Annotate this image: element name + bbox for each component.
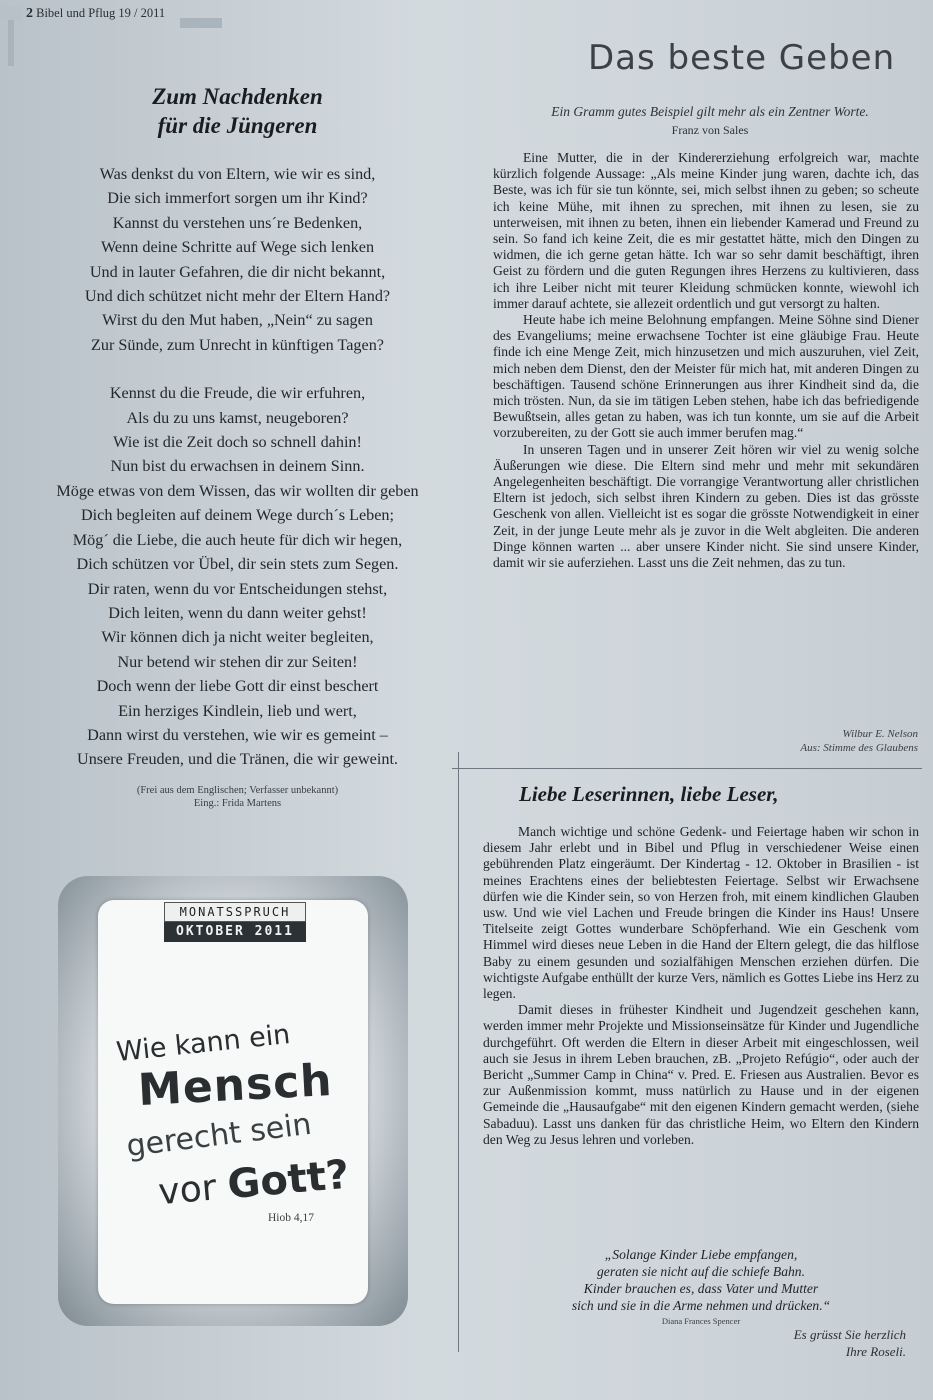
poem-line: Was denkst du von Eltern, wie wir es sind, — [99, 165, 376, 183]
article-signature: Wilbur E. Nelson — [842, 728, 918, 740]
poem-line: Zur Sünde, zum Unrecht in künftigen Tagen? — [90, 335, 384, 354]
monatsspruch-label: MONATSSPRUCH — [164, 902, 306, 922]
header-tab — [0, 6, 22, 20]
poem-line: Unsere Freuden, und die Tränen, die wir geweint. — [77, 750, 398, 769]
poem-stanza-1 — [0, 162, 475, 357]
poem-line: Ein herziges Kindlein, lieb und wert, — [118, 701, 357, 720]
section-divider-horizontal — [452, 768, 922, 769]
poem-body — [0, 162, 475, 796]
column-divider-vertical — [458, 752, 459, 1352]
poem-stanza-2 — [0, 381, 475, 772]
letter-paragraph: Damit dieses in frühester Kindheit und Jugendzeit geschehen kann, werden immer mehr Projekte und Missionseinsätze für Kinder und Jugendliche durchgeführt. Oft werden die Eltern in dieser Arbeit mit eingeschlossen, weil auch sie Jesus in ihrem Leben brauchen, zB. „Projeto Refúgio“, oder auch der Bericht „Summer Camp in China“ v. Pred. E. Friesen aus Australien. Bevor es zur Außenmission kommt, muss natürlich zu Hause und in der eigenen Gemeinde die „Hausaufgabe“ mit den eigenen Kindern gemacht werden, (siehe Sabaduu). Lasst uns danken für das christliche Heim, wo Eltern den Kindern den Weg zu Jesus lehren und vorleben. — [483, 1002, 919, 1147]
verse-line-2: Mensch — [136, 1054, 334, 1117]
poem-line: Dich begleiten auf deinem Wege durch´s Leben; — [80, 506, 395, 525]
letter-greeting — [700, 1326, 906, 1360]
poem-line: Dich leiten, wenn du dann weiter gehst! — [108, 603, 367, 622]
poem-note-line: (Frei aus dem Englischen; Verfasser unbekannt) — [136, 785, 339, 796]
letter-quote-line: geraten sie nicht auf die schiefe Bahn. — [596, 1264, 805, 1279]
poem-line: Und dich schützet nicht mehr der Eltern Hand? — [84, 287, 391, 306]
poem-title-line: Zum Nachdenken — [152, 84, 323, 109]
article-paragraph: In unseren Tagen und in unserer Zeit hören wir viel zu wenig solche Äußerungen wie diese. Die Eltern sind mehr und mehr mit sekundären Angelegenheiten beschäftigt. Die vorrangige Verantwortung aller christlichen Eltern ist jedoch, sich selbst ihren Kindern zu geben. Dies ist das grösste Geschenk von allen. Vielleicht ist es sogar die grösste Notwendigkeit in einer Zeit, in der junge Leute mehr als je zuvor in die Welt abgleiten. Die anderen Dinge können warten ... aber unsere Kinder nicht. Sie sind unsere Kinder, damit wir sie auferziehen. Lasst uns die Zeit nehmen, das zu tun. — [493, 441, 919, 571]
poem-line: Dich schützen vor Übel, dir sein stets zum Segen. — [76, 555, 399, 574]
poem-line: Kennst du die Freude, die wir erfuhren, — [109, 384, 366, 403]
poem-line: Wenn deine Schritte auf Wege sich lenken — [100, 238, 375, 257]
poem-line: Nun bist du erwachsen in deinem Sinn. — [110, 457, 365, 476]
verse-reference: Hiob 4,17 — [268, 1212, 314, 1224]
monatsspruch-month: OKTOBER 2011 — [164, 922, 306, 942]
letter-title: Liebe Leserinnen, liebe Leser, — [519, 782, 779, 806]
verse-line-4 — [156, 1152, 351, 1215]
greeting-signature: Ihre Roseli. — [845, 1344, 906, 1359]
letter-quote-line: Kinder brauchen es, dass Vater und Mutter — [583, 1281, 819, 1296]
article-title: Das beste Geben — [588, 38, 896, 78]
poem-line: Wie ist die Zeit doch so schnell dahin! — [113, 433, 362, 452]
article-paragraph: Eine Mutter, die in der Kindererziehung erfolgreich war, machte kürzlich folgende Aussage: „Als meine Kinder jung waren, dachte ich, das Beste, was ich für sie tun könnte, sei, mich selbst ihnen zu geben; so scheute ich keine Mühe, mit ihnen zu sprechen, mit ihnen zu lesen, sie zu unterweisen, mit ihnen zu beten, ihnen ein liebender Kamerad und Freund zu sein. So fand ich keine Zeit, die es mir gestattet hätte, mich den Dingen zu widmen, die ich gerne getan hätte. Ich war so sehr damit beschäftigt, ihren Geist zu fördern und die guten Regungen ihres Herzens zu kultivieren, dass ich ihre Leiber nicht mit teurer Kleidung schmücken konnte, wiewohl ich immer darauf achtete, sie allezeit ordentlich und gut versorgt zu halten. — [493, 150, 919, 311]
letter-body — [483, 824, 919, 1148]
verse-line-3: gerecht sein — [124, 1106, 314, 1165]
poem-source-note — [0, 784, 475, 810]
verse-line-4-start: vor — [156, 1166, 230, 1214]
letter-quote-line: „Solange Kinder Liebe empfangen, — [604, 1247, 798, 1262]
monatsspruch-card — [98, 900, 368, 1304]
poem-line: Dir raten, wenn du vor Entscheidungen stehst, — [87, 579, 388, 598]
poem-line: Die sich immerfort sorgen um ihr Kind? — [107, 189, 368, 208]
poem-title — [0, 82, 475, 140]
letter-quote — [483, 1246, 919, 1314]
poem-line: Dann wirst du verstehen, wie wir es gemeint – — [87, 725, 388, 744]
page-number: 2 — [26, 6, 33, 21]
poem-line: Kannst du verstehen uns´re Bedenken, — [112, 213, 363, 232]
article-paragraph: Heute habe ich meine Belohnung empfangen. Meine Söhne sind Diener des Evangeliums; meine erwachsene Tochter ist eine gläubige Frau. Heute finde ich eine Menge Zeit, mich hinzusetzen und mich auszuruhen, viel Zeit, mich neben dem Dienst, den der Meister für mich hat, mit anderen Dingen zu beschäftigen. Tausend schöne Erinnerungen aus ihrer Kindheit sind da, die mich trösten. Nun, da sie im tätigen Leben stehen, habe ich das befriedigende Bewußtsein, alles getan zu haben, was ich tun konnte, um sie auf die Arbeit vorzubereiten, zu der Gott sie auch immer berufen mag.“ — [493, 312, 919, 441]
poem-line: Mög´ die Liebe, die auch heute für dich wir hegen, — [72, 530, 403, 549]
article-epigraph: Ein Gramm gutes Beispiel gilt mehr als ein Zentner Worte. — [551, 104, 869, 119]
article-source: Aus: Stimme des Glaubens — [800, 742, 918, 754]
letter-paragraph: Manch wichtige und schöne Gedenk- und Feiertage haben wir schon in diesem Jahr erlebt und in Bibel und Pflug in verschiedener Weise einen gebührenden Platz eingeräumt. Der Kindertag - 12. Oktober in Brasilien - ist meines Erachtens eines der beliebtesten Feiertage. Selbst wir Erwachsene dürfen wie die Kinder sein, so von Herzen froh, mit einem kindlichen Glauben usw. Und wie viel Lachen und Freude bringen die Kinder ins Haus! Unsere Titelseite zeigt Gottes wunderbare Schöpferhand. Wie ein Geschenk vom Himmel wird dieses neue Leben in die Hand der Eltern gelegt, die das hilflose Baby zu einem gesunden und sozialfähigen Menschen erziehen dürfen. Die wichtigste Aufgabe enthüllt der kurze Vers, nämlich es Gottes Liebe ins Herz zu legen. — [483, 824, 919, 1002]
poem-note-line: Eing.: Frida Martens — [193, 798, 282, 809]
page-header — [26, 6, 165, 22]
letter-quote-line: sich und sie in die Arme nehmen und drücken.“ — [571, 1298, 831, 1313]
poem-line: Möge etwas von dem Wissen, das wir wollten dir geben — [56, 481, 419, 500]
greeting-line: Es grüsst Sie herzlich — [793, 1327, 906, 1342]
poem-line: Wir können dich ja nicht weiter begleiten, — [101, 628, 374, 647]
publication-name: Bibel und Pflug 19 / 2011 — [36, 6, 166, 20]
letter-quote-author: Diana Frances Spencer — [661, 1316, 741, 1326]
poem-line: Und in lauter Gefahren, die dir nicht bekannt, — [89, 262, 386, 281]
verse-line-4-end: Gott? — [225, 1151, 351, 1209]
poem-title-line: für die Jüngeren — [157, 113, 318, 138]
verse-line-1: Wie kann ein — [114, 1018, 292, 1069]
poem-line: Wirst du den Mut haben, „Nein“ zu sagen — [102, 311, 373, 330]
article-epigraph-author: Franz von Sales — [671, 123, 749, 137]
poem-line: Als du zu uns kamst, neugeboren? — [126, 408, 349, 427]
poem-line: Doch wenn der liebe Gott dir einst beschert — [96, 677, 379, 696]
article-body — [493, 150, 919, 571]
header-rule — [180, 18, 222, 28]
poem-line: Nur betend wir stehen dir zur Seiten! — [117, 652, 358, 671]
